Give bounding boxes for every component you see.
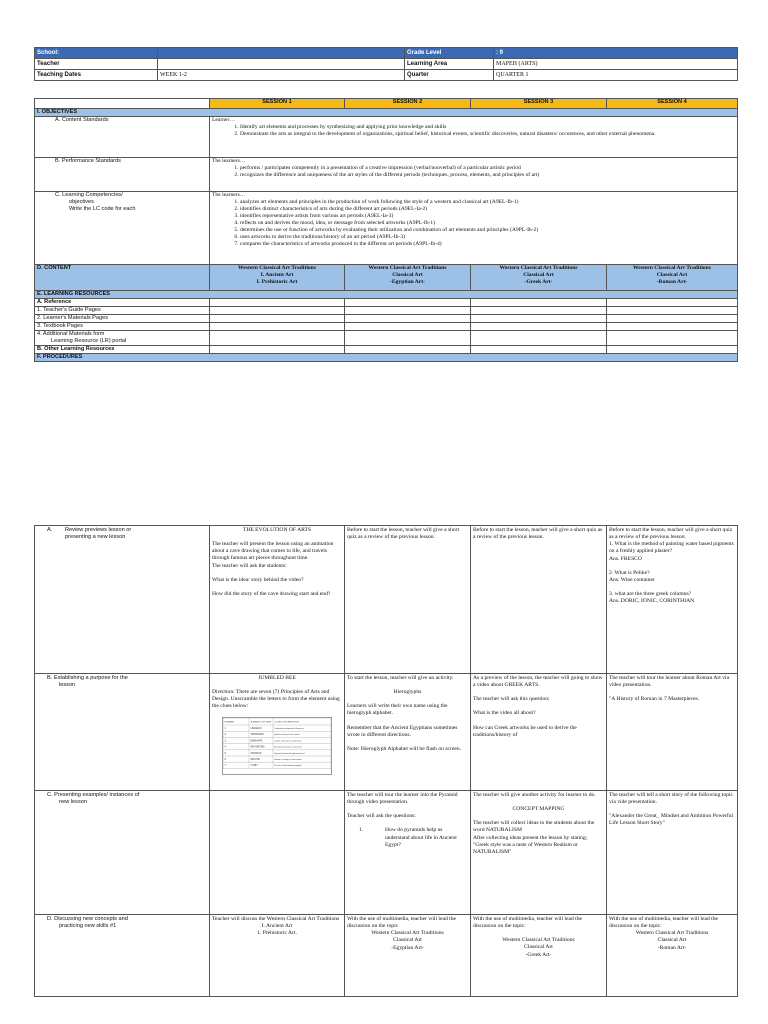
mini-table-cell: ATETRAP [250,751,262,755]
procedure-a-session-1: THE EVOLUTION OF ARTS The teacher will present the lesson using an animation about a cave drawing that comes to life, and travels through famous art pieces throughout time. The teacher will ask the students: What is the idea/ story behind the video? How did the story of the cave drawing start and end? [210,526,345,674]
resources-title: E. LEARNING RESOURCES [35,290,738,298]
quarter-label: Quarter [405,70,494,81]
content-standards-label: A. Content Standards [35,116,210,157]
resources-section-row [35,290,738,298]
reference-row [35,298,738,306]
mini-table-cell: MUVOETEM [250,745,265,749]
competencies-label: C. Learning Competencies/ objectives Write the LC code for each [35,191,210,264]
mini-table-cell: The use of similar elements together. [274,764,302,767]
performance-standards-text: The learners… 1. performs / participates competently in a presentation of a creative impression (verbal/nonverbal) of a particular artistic period 2. recognizes the difference and uniqueness of the art styles of the different periods (techniques, process, elements, and principles of art) [210,157,738,191]
school-label: School: [35,48,158,59]
procedures-section-row [35,353,738,361]
competency-item: 5. determines the use or function of artworks by evaluating their utilization and combination of art elements and principles (A9PL-Ih-2) [240,227,735,234]
procedure-b-session-4: The teacher will tour the learner about Roman Art via video presentation. "A History of Roman in 7 Masterpieces. [607,674,738,791]
procedure-c-session-3: The teacher will give another activity for learner to do. CONCEPT MAPPING The teacher will collect ideas to the students about the word NATURALISM After collecting ideas present the lesson by stating; "Greek style was a taste of Western Realism or NATURALISM" [471,791,607,915]
mini-table-cell: 1. [224,726,227,730]
content-session-2: Western Classical Art Traditions Classical Art -Egyptian Art- [345,264,471,290]
procedure-row-b [35,674,738,791]
header-row-teacher [35,59,738,70]
content-standards-text: Learner… 1. Identify art elements and processes by synthesizing and applying prior knowledge and skills 2. Demonstrate the arts as integral to the development of organizations, spiritual belief, historical events, scientific discoveries, natural disasters/ occurences, and other external phenomena. [210,116,738,157]
lm-label: 2. Learner's Materials Pages [35,314,210,322]
content-session-3: Western Classical Art Traditions Classical Art -Greek Art- [471,264,607,290]
mini-table-cell: 5. [224,751,227,755]
procedure-a-session-3: Before to start the lesson, teacher will give a short quiz as a review of the previous lesson. [471,526,607,674]
session-header-row [35,99,738,109]
mini-table-cell: Repetitive elements in the artwork. [274,733,301,736]
procedure-c-session-4: The teacher will tell a short story of the following topic via vide presentation. "Alexander the Great_ Mindset and Ambition Powerful Life Lesson Short Story" [607,791,738,915]
textbook-label: 3. Textbook Pages [35,322,210,330]
performance-standards-row [35,157,738,191]
procedure-c-label: C. Presenting examples/ instances of new lesson [35,791,210,915]
session-1-header: SESSION 1 [210,99,345,109]
objectives-title: I. OBJECTIVES [35,109,738,117]
textbook-row [35,322,738,330]
procedure-b-session-3: As a preview of the lesson, the teacher will going to show a video about GREEK ARTS. The teacher will ask this question; What is the video all about? How can Greek artworks be used to derive the traditions/history of [471,674,607,791]
procedure-a-label: A. Review previews lesson or presenting a new lesson [35,526,210,674]
lm-row [35,314,738,322]
area-label: Learning Area [405,59,494,70]
performance-standards-label: B. Performance Standards [35,157,210,191]
mini-table-cell: TAHRTEMN [250,732,264,736]
mini-table-cell: LBAAECN [250,726,262,730]
dates-value: WEEK 1-2 [158,70,405,81]
competency-item: 6. uses artworks to derive the traditions/history of an art period (A9PL-Ih-3) [240,234,735,241]
jumbled-letters-table-image [222,717,332,775]
content-standard-item: 2. Demonstrate the arts as integral to the development of organizations, spiritual belief, historical events, scientific discoveries, natural disasters/ occurences, and other external phenomena. [240,131,735,138]
session-2-header: SESSION 2 [345,99,471,109]
competency-item: 4. reflects on and derives the mood, idea, or message from selected artworks (A9PL-Ih-1) [240,220,735,227]
additional-materials-row [35,330,738,345]
content-standards-row [35,116,738,157]
content-session-4: Western Classical Art Traditions Classical Art -Roman Art- [607,264,738,290]
objectives-section-row [35,109,738,117]
tg-label: 1. Teacher's Guide Pages [35,306,210,314]
mini-table-cell: 7. [224,763,227,767]
procedure-d-session-4: With the use of multimedia, teacher will lead the discussion on the topic: Western Classical Art Traditions Classical Art -Roman Art- [607,915,738,997]
mini-table-header: CLUES OR DEFINITION [274,721,299,724]
competency-item: 3. identifies representative artists from various art periods (A9EL-Ia-3) [240,213,735,220]
procedure-b-label: B. Establishing a purpose for the lesson [35,674,210,791]
grade-label: Grade Level [405,48,494,59]
header-row-school [35,48,738,59]
mini-table-cell: EMSHAPS [250,739,263,743]
other-resources-label: B. Other Learning Resources [35,345,210,353]
mini-table-header: JUMBLED LETTERS [250,721,272,724]
competency-item: 1. analyzes art elements and principles in the production of work following the style of a western and classical art (A9EL-Ib-1) [240,199,735,206]
session-4-header: SESSION 4 [607,99,738,109]
content-session-1: Western Classical Art Traditions I. Ancient Art I. Prehistoric Art [210,264,345,290]
reference-label: A. Reference [35,298,210,306]
procedure-c-session-2: The teacher will tour the learner into the Pyramid through video presentation. Teacher will ask the questions: 1. How do pyramids help us understand about life in Ancient Egypt? [345,791,471,915]
procedure-b-session-1: JUMBLED BEE Direction: There are seven (7) Principles of Arts and Design. Unscramble the letters to form the element using the clues below: NUMBER JUMBLED LETTERS CLUES OR DEFINITION 1. LBAAECN Combination arrangement of things to a 2. TAHRTEMN Repetitive elements in the artwork. 3. EMSHAPS Creates a focal area in a work of art. 4. MUVOETEM How eye gets around in a work of art. 5. ATETRAP Repeated element with pleasant and ord 6. WAIYAR Variation or change to create interest 7. YUNIT The use of similar elements together. [210,674,345,791]
mini-table-cell: 6. [224,757,227,761]
competencies-text: The learners… 1. analyzes art elements and principles in the production of work following the style of a western and classical art (A9EL-Ib-1) 2. identifies distinct characteristics of arts during the different art periods (A9EL-Ia-2) 3. identifies representative artists from various art periods (A9EL-Ia-3) 4. reflects on and derives the mood, idea, or message from selected artworks (A9PL-Ih-1) 5. determines the use or function of artworks by evaluating their utilization and combination of art elements and principles (A9PL-Ih-2) 6. uses artworks to derive the traditions/history of an art period (A9PL-Ih-3) 7. compares the characteristics of artworks produced in the different art periods (A9PL-Ih-4) [210,191,738,264]
lesson-plan-table [34,98,738,362]
procedure-row-d [35,915,738,997]
procedure-d-session-1: Teacher will discuss the Western Classical Art Traditions I. Ancient Art 1. Prehistoric Art. [210,915,345,997]
mini-table-cell: How eye gets around in a work of art. [274,746,303,749]
procedure-b-session-2: To start the lesson, teacher will give an activity. Hieroglyphs Learners will write their own name using the hieroglyph alphabet. Remember that the Ancient Egyptians sometimes wrote in different directions. Note: Hieroglyph Alphabet will be flash on screen. [345,674,471,791]
competency-item: 7. compares the characteristics of artworks produced in the different art periods (A9PL-Ih-4) [240,241,735,248]
procedures-title: F. PROCEDURES [35,353,738,361]
area-value: MAPEH (ARTS) [494,59,738,70]
teacher-value [158,59,405,70]
session-3-header: SESSION 3 [471,99,607,109]
procedure-d-session-2: With the use of multimedia, teacher will lead the discussion on the topic Western Classical Art Traditions Classical Art -Egyptian Art- [345,915,471,997]
school-value [158,48,405,59]
other-resources-row [35,345,738,353]
mini-table-cell: 2. [224,732,227,736]
mini-table-cell: Combination arrangement of things to a [274,727,304,730]
teacher-label: Teacher [35,59,158,70]
procedure-a-session-4: Before to start the lesson, teacher will give a short quiz as a review of the previous lesson. 1. What is the method of painting water based pigments on a freshly applied plaster? Ans. FRESCO 2. What is Pelike? Ans. Wine container 3. what are the three greek columns? Ans. DORIC, IONIC, CORINTHIAN [607,526,738,674]
mini-table-cell: Variation or change to create interest [274,758,302,761]
mini-table-cell: YUNIT [250,763,258,767]
content-title: D. CONTENT [35,264,210,290]
dates-label: Teaching Dates [35,70,158,81]
content-standard-item: 1. Identify art elements and processes by synthesizing and applying prior knowledge and skills [240,124,735,131]
mini-table-header: NUMBER [224,721,234,724]
quarter-value: QUARTER 1 [494,70,738,81]
procedure-c-session-1 [210,791,345,915]
header-info-table [34,47,738,81]
performance-standard-item: 1. performs / participates competently in a presentation of a creative impression (verbal/nonverbal) of a particular artistic period [240,165,735,172]
procedure-row-c [35,791,738,915]
mini-table-cell: 3. [224,739,227,743]
content-row [35,264,738,290]
mini-table-cell: Repeated element with pleasant and ord [274,752,305,755]
competency-item: 2. identifies distinct characteristics of arts during the different art periods (A9EL-Ia-2) [240,206,735,213]
procedure-d-label: D. Discussing new concepts and practicing new skills #1 [35,915,210,997]
procedure-a-session-2: Before to start the lesson, teacher will give a short quiz as a review of the previous lesson. [345,526,471,674]
header-row-dates [35,70,738,81]
mini-table-cell: WAIYAR [250,757,260,761]
performance-standard-item: 2. recognizes the difference and uniqueness of the art styles of the different periods (techniques, process, elements, and principles of art) [240,172,735,179]
mini-table-cell: Creates a focal area in a work of art. [274,740,302,743]
additional-materials-label: 4. Additional Materials form Learning Resource (LR) portal [35,330,210,345]
tg-row [35,306,738,314]
procedure-d-session-3: With the use of multimedia, teacher will lead the discussion on the topic: Western Classical Art Traditions Classical Art -Greek Art- [471,915,607,997]
procedures-table [34,525,738,997]
competencies-row [35,191,738,264]
grade-value: : 9 [494,48,738,59]
procedure-row-a [35,526,738,674]
mini-table-cell: 4. [224,745,227,749]
